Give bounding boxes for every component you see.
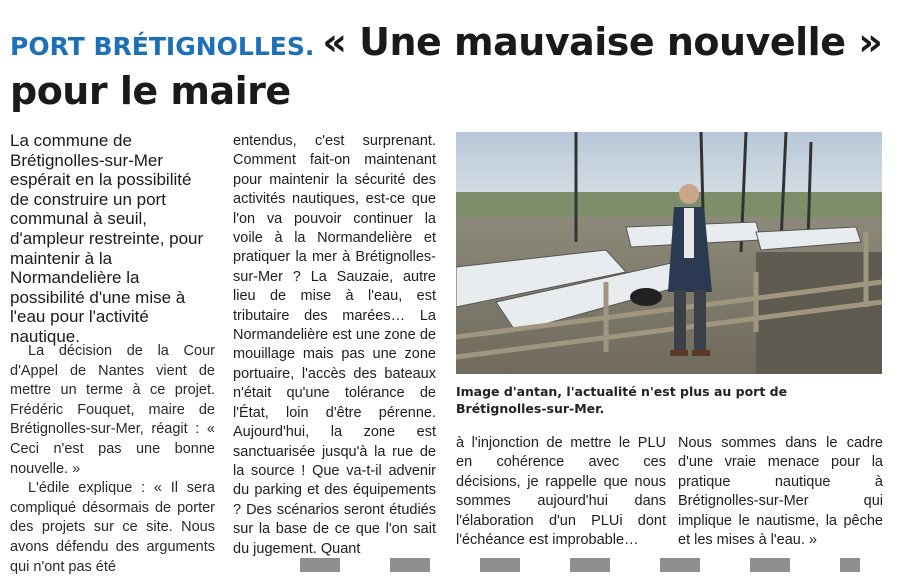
- kicker: PORT BRÉTIGNOLLES.: [10, 32, 315, 61]
- body-paragraph: La décision de la Cour d'Appel de Nantes vient de mettre un terme à ce projet. Frédéric Fouquet, maire de Brétignolles-sur-Mer, réagit : « Ceci n'est pas une bonne nouvelle. »: [10, 343, 215, 477]
- body-column-3: [456, 434, 666, 550]
- lead-paragraph: La commune de Brétignolles-sur-Mer espérait en la possibilité de construire un port communal à seuil, d'ampleur restreinte, pour maintenir à la Normandelière la possibilité d'une mise à l'eau pour l'activité nautique.: [10, 131, 204, 346]
- body-paragraph: à l'injonction de mettre le PLU en cohérence avec ces décisions, je rappelle que nous sommes aujourd'hui dans l'élaboration d'un PLUi dont l'échéance est improbable…: [456, 435, 666, 549]
- headline-text: « Une mauvaise nouvelle » pour le maire: [10, 20, 883, 113]
- body-paragraph: Nous sommes dans le cadre d'une vraie menace pour la pratique nautique à Brétignolles-sur-Mer qui implique le nautisme, la pêche et les mises à l'eau. »: [678, 435, 883, 549]
- body-column-1: [10, 342, 215, 577]
- photo-caption: Image d'antan, l'actualité n'est plus au port de Brétignolles-sur-Mer.: [456, 384, 788, 416]
- clipped-text-edge: [300, 558, 860, 572]
- body-paragraph: entendus, c'est surprenant. Comment fait-on maintenant pour maintenir la sécurité des activités nautiques, est-ce que l'on va pouvoir continuer la voile à la Normandelière et pratiquer la mer à Brétignolles-sur-Mer ? La Sauzaie, autre lieu de mise à l'eau, est tributaire des marées… La Normandelière est une zone de mouillage mais pas une zone portuaire, l'accès des bateaux n'était qu'une tolérance de l'État, loin d'être pérenne. Aujourd'hui, la zone est sanctuarisée jusqu'à la rue de la source ! Que va-t-il advenir du parking et des équipements ? Des scénarios seront étudiés sur la base de ce que l'on sait du jugement. Quant: [233, 133, 436, 557]
- article-photo: [456, 132, 882, 374]
- body-paragraph: L'édile explique : « Il sera compliqué désormais de porter des projets sur ce site. Nous avons défendu des arguments qui n'ont pas été: [10, 480, 215, 575]
- body-column-2: [233, 132, 436, 559]
- body-column-4: [678, 434, 883, 550]
- headline: [10, 20, 900, 113]
- photo-illustration: [456, 132, 882, 374]
